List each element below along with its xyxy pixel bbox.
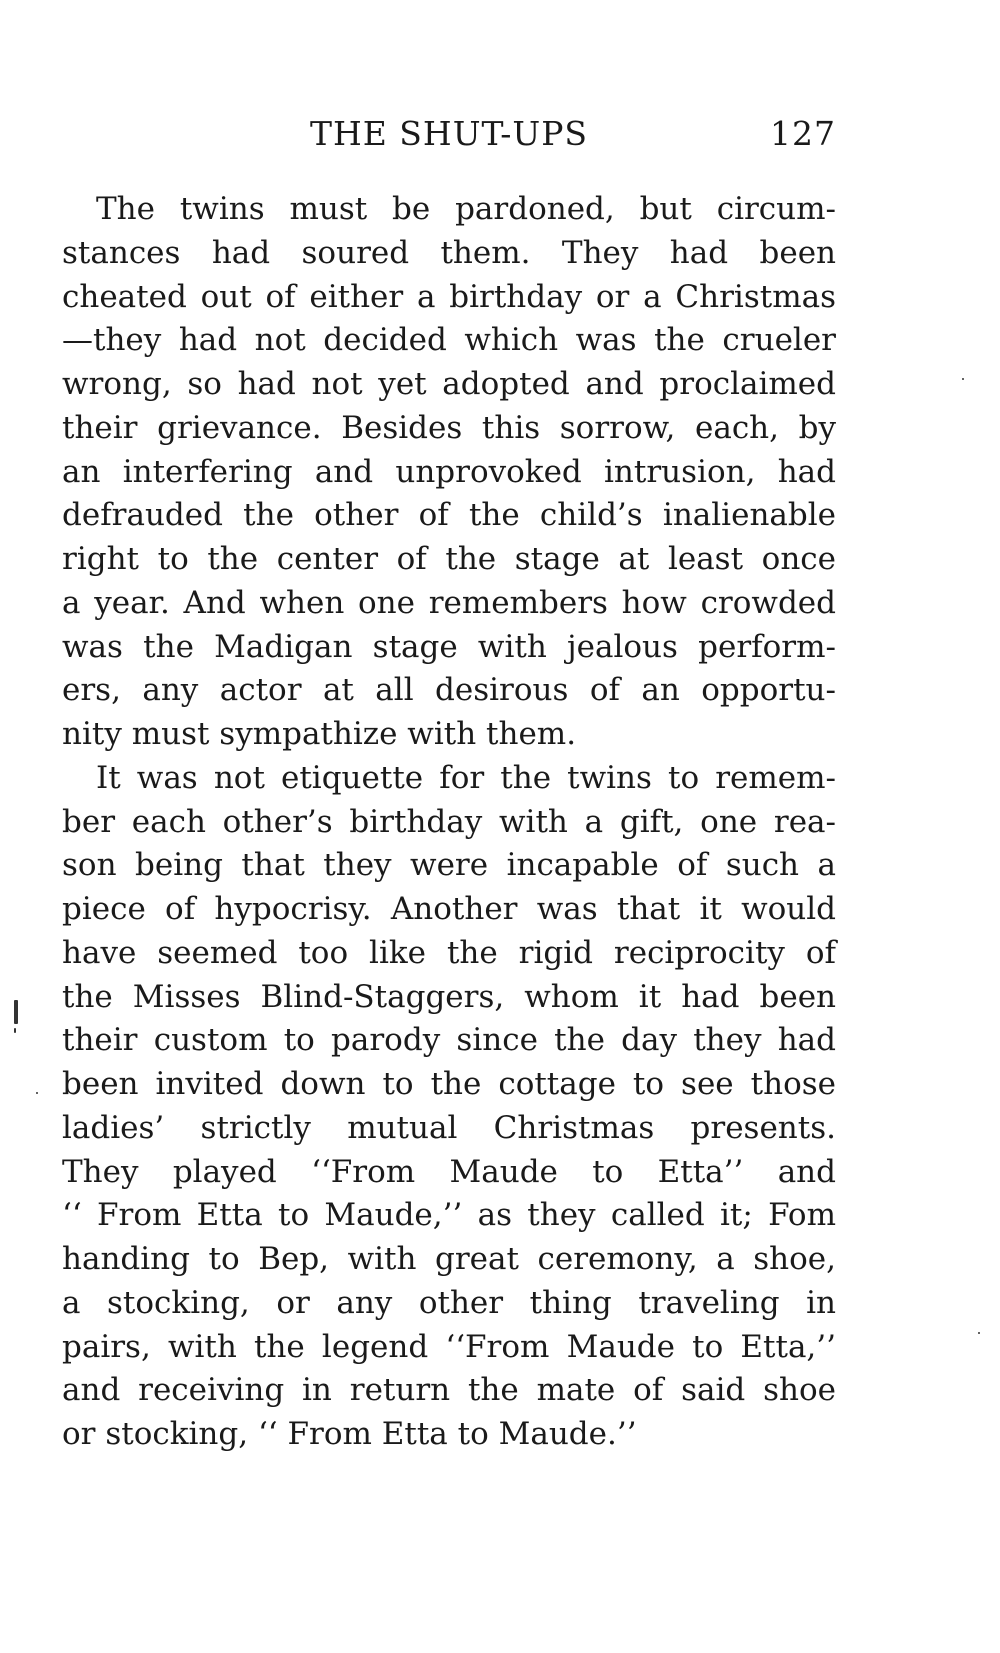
- body-text: [62, 188, 836, 1457]
- running-head: [62, 110, 836, 158]
- text-line: a year. And when one remembers how crowded: [62, 584, 836, 621]
- text-line: an interfering and unprovoked intrusion, had: [62, 453, 836, 490]
- text-line: stances had soured them. They had been: [62, 234, 836, 271]
- text-line: The twins must be pardoned, but circum-: [96, 191, 836, 227]
- scan-speck: [978, 1332, 980, 1334]
- scan-speck: [36, 1092, 38, 1094]
- text-line: have seemed too like the rigid reciprocity of: [62, 934, 836, 971]
- text-line: nity must sympathize with them.: [62, 716, 577, 752]
- text-line: cheated out of either a birthday or a Christmas: [62, 278, 836, 315]
- text-line: a stocking, or any other thing traveling in: [62, 1284, 836, 1321]
- text-line: right to the center of the stage at least once: [62, 541, 836, 577]
- text-line: ber each other’s birthday with a gift, one rea-: [62, 803, 836, 840]
- text-line: wrong, so had not yet adopted and proclaimed: [62, 366, 836, 402]
- text-line: ladies’ strictly mutual Christmas presents.: [62, 1109, 836, 1146]
- text-line: and receiving in return the mate of said shoe: [62, 1372, 836, 1409]
- text-line: It was not etiquette for the twins to remem-: [96, 759, 836, 796]
- text-line: the Misses Blind-Staggers, whom it had been: [62, 978, 836, 1015]
- text-line: their grievance. Besides this sorrow, each, by: [62, 409, 836, 446]
- text-line: handing to Bep, with great ceremony, a shoe,: [62, 1241, 836, 1277]
- text-line: was the Madigan stage with jealous perform-: [62, 628, 836, 665]
- text-line: son being that they were incapable of such a: [62, 847, 836, 884]
- text-line: been invited down to the cottage to see those: [62, 1066, 836, 1102]
- page-number: 127: [770, 114, 836, 153]
- text-line: piece of hypocrisy. Another was that it would: [62, 891, 836, 927]
- scan-speck: [962, 378, 964, 380]
- running-title: THE SHUT-UPS: [309, 114, 589, 153]
- text-line: or stocking, ‘‘ From Etta to Maude.’’: [62, 1416, 637, 1452]
- text-line: They played ‘‘From Maude to Etta’’ and: [62, 1153, 836, 1190]
- scan-speck: [14, 1000, 18, 1024]
- text-line: —they had not decided which was the crueler: [62, 322, 836, 359]
- text-line: pairs, with the legend ‘‘From Maude to Etta,’’: [62, 1328, 836, 1365]
- text-line: defrauded the other of the child’s inalienable: [62, 497, 836, 534]
- text-line: ‘‘ From Etta to Maude,’’ as they called it; Fom: [62, 1197, 836, 1234]
- text-line: ers, any actor at all desirous of an opportu-: [62, 672, 836, 709]
- text-line: their custom to parody since the day they had: [62, 1022, 836, 1059]
- scan-speck: [14, 1028, 16, 1033]
